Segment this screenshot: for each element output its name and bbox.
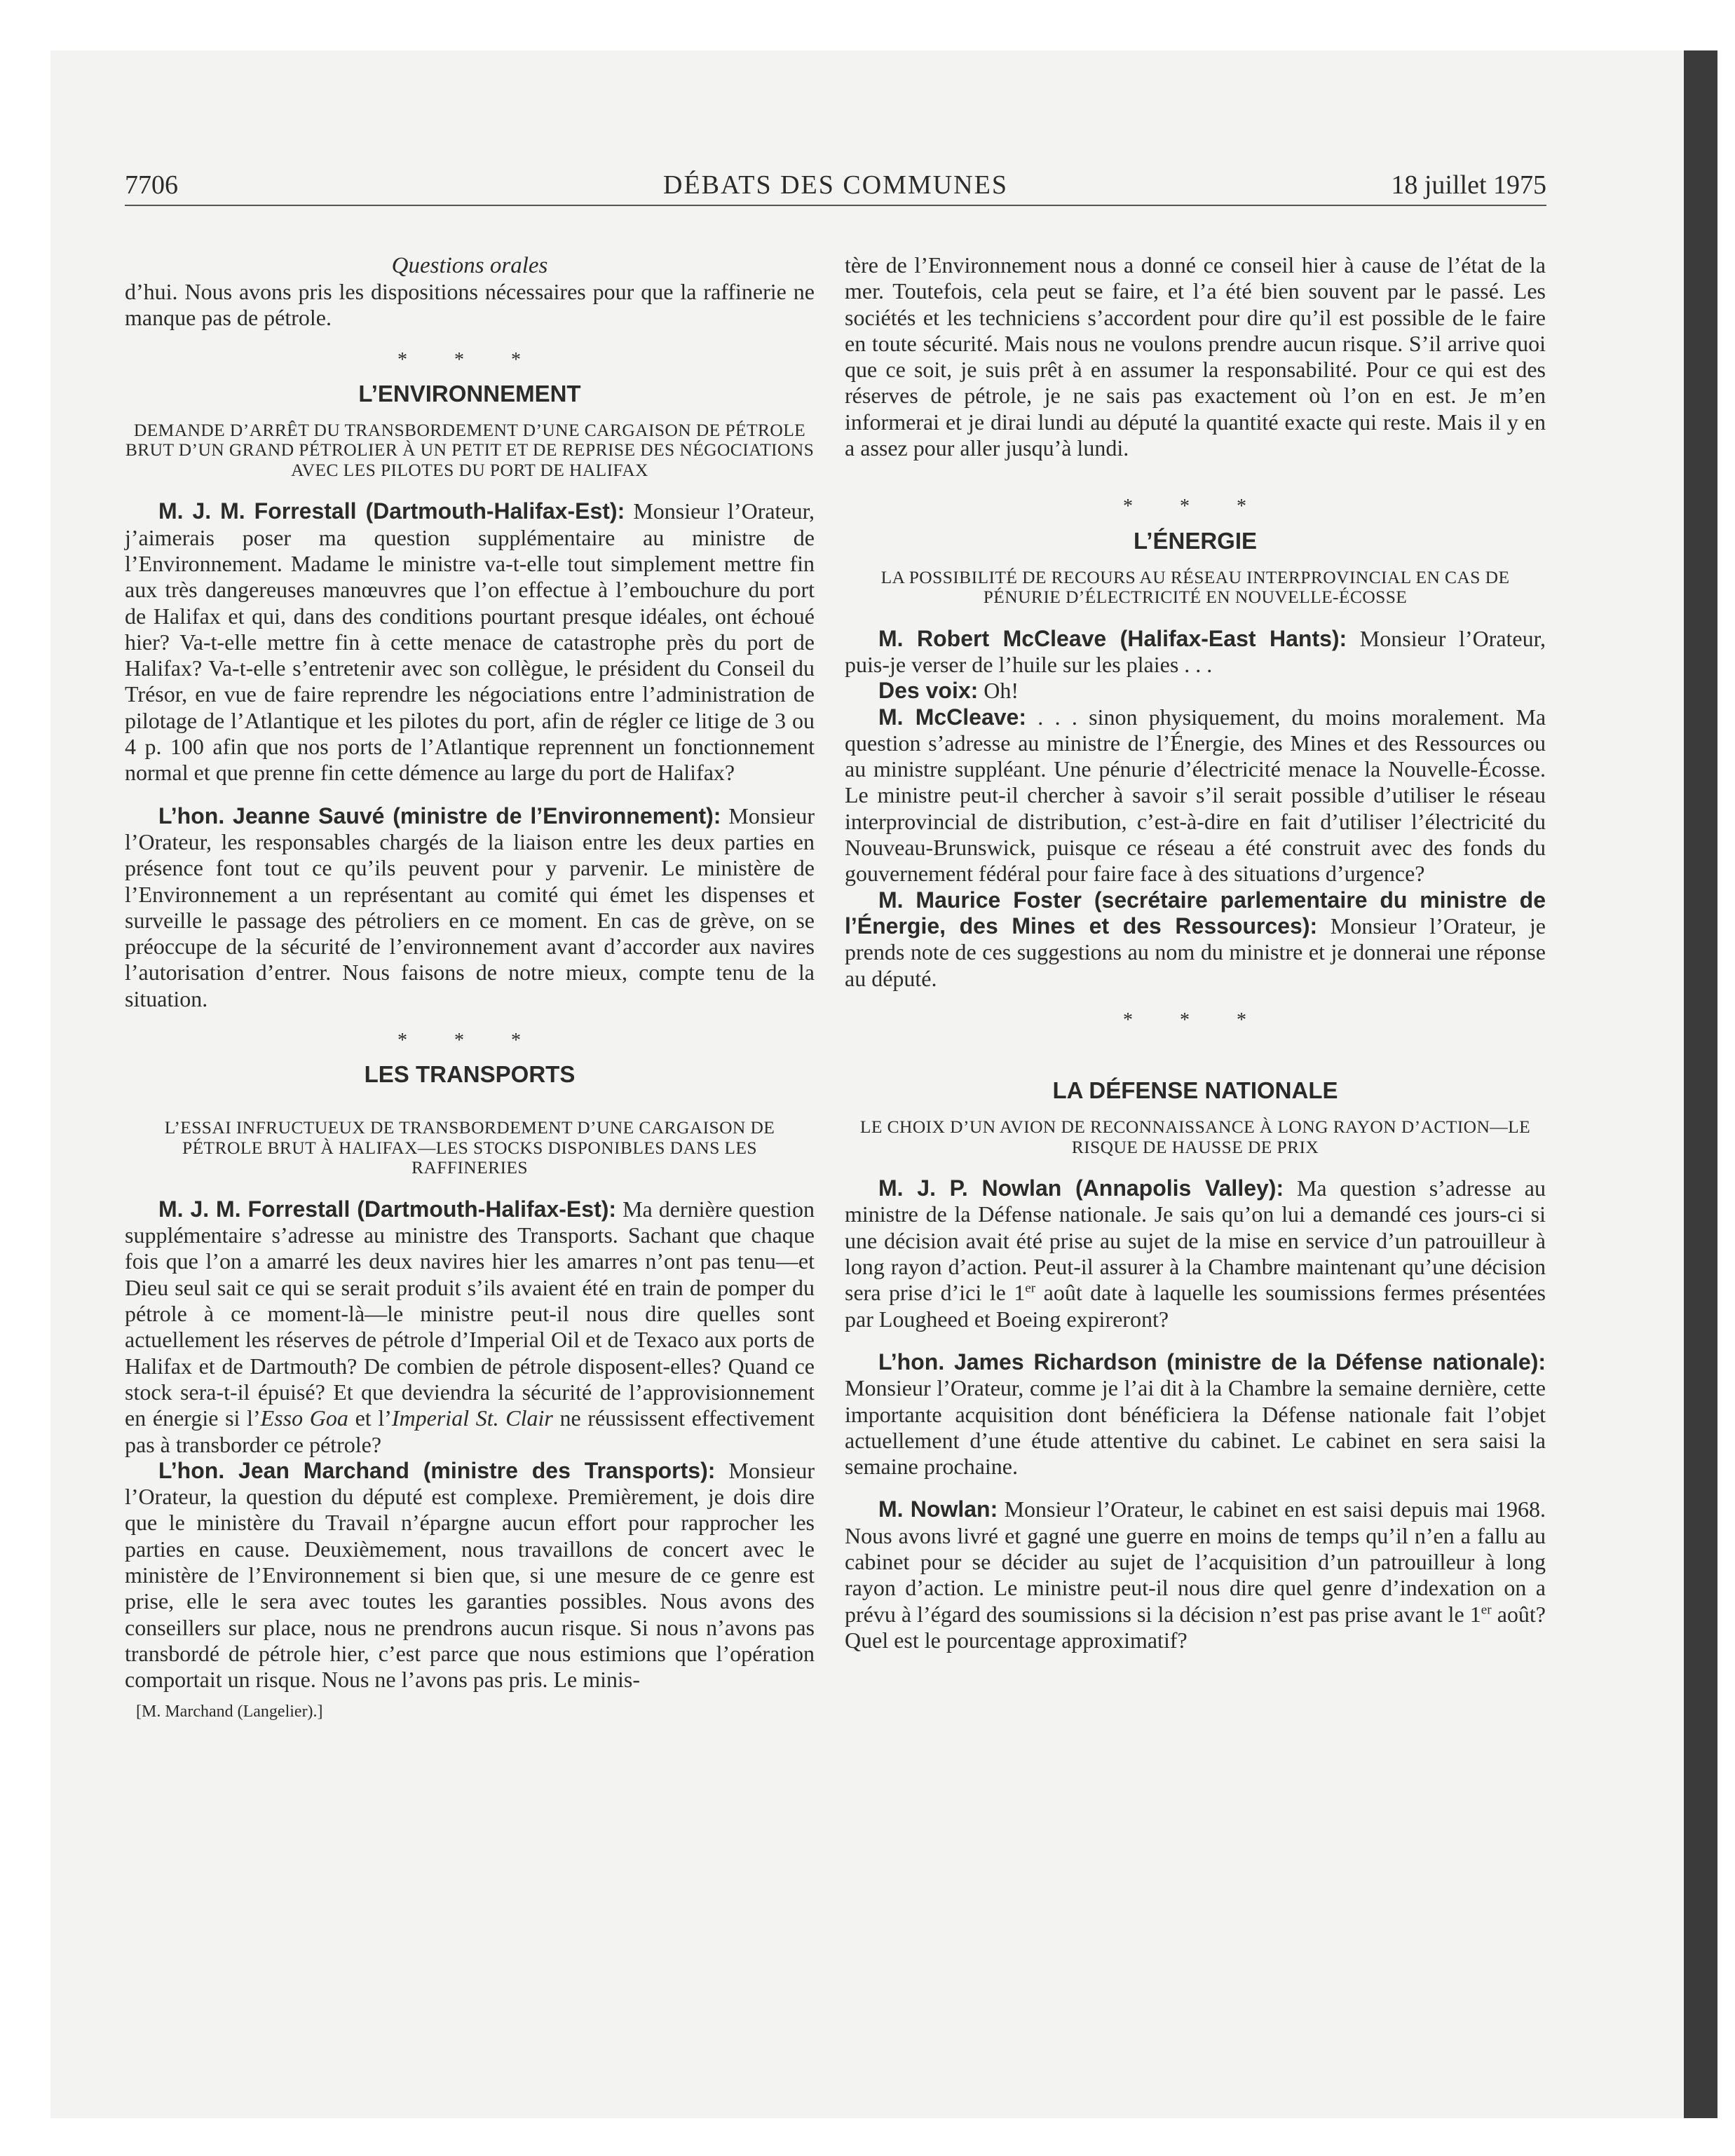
speech-mccleave-2 xyxy=(845,704,1546,887)
speech-text: Ma dernière question supplémentaire s’adresse au ministre des Transports. Sachant que chaque fois que l’on a amarré les deux navires hier les amarres n’ont pas tenu—et Dieu seul sait ce qui se serait produit s’ils avaient été en train de pomper du pétrole à ce moment-là—le ministre peut-il nous dire quelles sont actuellement les réserves de pétrole d’Imperial Oil et de Texaco aux ports de Halifax et de Dartmouth? De combien de pétrole disposent-elles? Quand ce stock sera-t-il épuisé? Et que deviendra la sécurité de l’approvisionnement en énergie si l’ xyxy=(125,1196,815,1431)
speaker-name: M. McCleave: xyxy=(878,704,1027,730)
speaker-name: L’hon. James Richardson (ministre de la Défense nationale): xyxy=(878,1349,1546,1374)
speech-text: . . . sinon physiquement, du moins moralement. Ma question s’adresse au ministre de l’Énergie, des Mines et des Ressources ou au ministre suppléant. Une pénurie d’électricité menace la Nouvelle-Écosse. Le ministre peut-il chercher à savoir s’il serait possible d’utiliser le réseau interprovincial de distribution, c’est-à-dire en fait d’utiliser l’électricité du Nouveau-Brunswick, puisque ce réseau a été construit avec des fonds du gouvernement fédéral pour faire face à des situations d’urgence? xyxy=(845,704,1546,887)
speaker-name: M. Maurice Foster (secrétaire parlementaire du ministre de l’Énergie, des Mines et des Ressources): xyxy=(845,887,1546,939)
speaker-name: Des voix: xyxy=(878,678,979,704)
section-subtitle-energie: LA POSSIBILITÉ DE RECOURS AU RÉSEAU INTERPROVINCIAL EN CAS DE PÉNURIE D’ÉLECTRICITÉ EN NOUVELLE-ÉCOSSE xyxy=(880,566,1510,608)
running-head: Questions orales xyxy=(391,253,548,278)
section-subtitle-transports: L’ESSAI INFRUCTUEUX DE TRANSBORDEMENT D’UNE CARGAISON DE PÉTROLE BRUT À HALIFAX—LES STOCKS DISPONIBLES DANS LES RAFFINERIES xyxy=(164,1117,775,1178)
speaker-name: M. Robert McCleave (Halifax-East Hants): xyxy=(878,625,1347,651)
speech-text: Ma question s’adresse au ministre de la Défense nationale. Je sais qu’on lui a demandé ces jours-ci si une décision avait été prise au sujet de la mise en service d’un patrouilleur à long rayon d’action. Peut-il assurer à la Chambre maintenant qu’une décision sera prise d’ici le 1 xyxy=(845,1175,1546,1306)
ship-name: Imperial St. Clair xyxy=(391,1405,553,1431)
left-opening-paragraph: d’hui. Nous avons pris les dispositions nécessaires pour que la raffinerie ne manque pas de pétrole. xyxy=(125,279,815,331)
speech-forrestall-1 xyxy=(125,498,815,786)
section-separator: * * * xyxy=(397,1030,542,1052)
ship-name: Esso Goa xyxy=(260,1405,348,1431)
journal-title: DÉBATS DES COMMUNES xyxy=(663,170,1008,200)
scan-edge xyxy=(1684,50,1717,2118)
speaker-name: M. J. M. Forrestall (Dartmouth-Halifax-Est): xyxy=(158,1196,617,1222)
speech-text: Monsieur l’Orateur, puis-je verser de l’huile sur les plaies . . . xyxy=(845,625,1546,677)
speech-forrestall-2: M. J. M. Forrestall (Dartmouth-Halifax-Est): Ma dernière question supplémentaire s’adresse au ministre des Transports. Sachant que chaque fois que l’on a amarré les deux navires hier les amarres n’ont pas tenu—et Dieu seul sait ce qui se serait produit s’ils avaient été en train de pomper du pétrole à ce moment-là—le ministre peut-il nous dire quelles sont actuellement les réserves de pétrole d’Imperial Oil et de Texaco aux ports de Halifax et de Dartmouth? De combien de pétrole disposent-elles? Quand ce stock sera-t-il épuisé? Et que deviendra la sécurité de l’approvisionnement en énergie si l’Esso Goa et l’Imperial St. Clair ne réussissent effectivement pas à transborder ce pétrole? xyxy=(125,1196,815,1457)
section-separator: * * * xyxy=(1123,496,1267,518)
speech-text: Monsieur l’Orateur, je prends note de ces suggestions au nom du ministre et je donnerai une réponse au député. xyxy=(845,913,1546,991)
speech-nowlan-2: M. Nowlan: Monsieur l’Orateur, le cabinet en est saisi depuis mai 1968. Nous avons livré et gagné une guerre en moins de temps qu’il n’en a fallu au cabinet pour se décider au sujet de l’acquisition d’un patrouilleur à long rayon d’action. Le ministre peut-il nous dire quel genre d’indexation on a prévu à l’égard des soumissions si la décision n’est pas prise avant le 1er août? Quel est le pourcentage approximatif? xyxy=(845,1496,1546,1653)
page-header xyxy=(125,170,1546,206)
speech-mccleave-1 xyxy=(845,626,1546,678)
page-date: 18 juillet 1975 xyxy=(1391,170,1546,200)
section-separator: * * * xyxy=(397,348,542,371)
speaker-name: M. J. M. Forrestall (Dartmouth-Halifax-Est): xyxy=(158,498,625,524)
speech-marchand xyxy=(125,1458,815,1693)
section-subtitle-defense: LE CHOIX D’UN AVION DE RECONNAISSANCE À LONG RAYON D’ACTION—LE RISQUE DE HAUSSE DE PRIX xyxy=(859,1117,1531,1157)
speaker-name: M. J. P. Nowlan (Annapolis Valley): xyxy=(878,1175,1284,1201)
speech-text: Monsieur l’Orateur, le cabinet en est saisi depuis mai 1968. Nous avons livré et gagné une guerre en moins de temps qu’il n’en a fallu au cabinet pour se décider au sujet de l’acquisition d’un patrouilleur à long rayon d’action. Le ministre peut-il nous dire quel genre d’indexation on a prévu à l’égard des soumissions si la décision n’est pas prise avant le 1 xyxy=(845,1496,1546,1627)
speaker-name: M. Nowlan: xyxy=(878,1496,998,1522)
section-title-defense: LA DÉFENSE NATIONALE xyxy=(1052,1077,1338,1104)
section-title-transports: LES TRANSPORTS xyxy=(364,1061,576,1088)
speaker-footnote: [M. Marchand (Langelier).] xyxy=(136,1703,323,1721)
speech-text: Monsieur l’Orateur, les responsables chargés de la liaison entre les deux parties en présence font tout ce qu’ils peuvent pour y parvenir. Le ministère de l’Environnement a un représentant au comité qui émet les dispenses et surveille le passage des pétroliers en ce moment. En cas de grève, on se préoccupe de la sécurité de l’environnement avant d’accorder aux navires l’autorisation d’entrer. Nous faisons de notre mieux, compte tenu de la situation. xyxy=(125,803,815,1011)
speaker-name: L’hon. Jeanne Sauvé (ministre de l’Environnement): xyxy=(158,803,721,828)
speech-text: Monsieur l’Orateur, j’aimerais poser ma question supplémentaire au ministre de l’Environnement. Madame le ministre va-t-elle tout simplement mettre fin aux très dangereuses manœuvres que l’on effectue à l’embouchure du port de Halifax et qui, dans des conditions pourtant presque idéales, ont échoué hier? Va-t-elle mettre fin à cette menace de catastrophe près du port de Halifax? Va-t-elle s’entretenir avec son collègue, le président du Conseil du Trésor, en vue de faire reprendre les négociations entre l’administration de pilotage de l’Atlantique et les pilotes du port, afin de régler ce litige de 3 ou 4 p. 100 afin que nos ports de l’Atlantique reprennent un fonctionnement normal et que prenne fin cette démence au large du port de Halifax? xyxy=(125,498,815,786)
speech-text: Monsieur l’Orateur, comme je l’ai dit à la Chambre la semaine dernière, cette importante acquisition dont bénéficiera la Défense nationale fait l’objet actuellement d’une étude attentive du cabinet. Le cabinet en sera saisi la semaine prochaine. xyxy=(845,1375,1546,1480)
section-title-energie: L’ÉNERGIE xyxy=(1133,527,1258,554)
speech-richardson xyxy=(845,1349,1546,1480)
speech-foster xyxy=(845,887,1546,992)
left-column xyxy=(125,252,815,1722)
page-number: 7706 xyxy=(125,170,178,200)
section-separator: * * * xyxy=(1123,1009,1267,1031)
section-title-environment: L’ENVIRONNEMENT xyxy=(358,380,581,407)
speech-nowlan-1: M. J. P. Nowlan (Annapolis Valley): Ma question s’adresse au ministre de la Défense nationale. Je sais qu’on lui a demandé ces jours-ci si une décision avait été prise au sujet de la mise en service d’un patrouilleur à long rayon d’action. Peut-il assurer à la Chambre maintenant qu’une décision sera prise d’ici le 1er août date à laquelle les soumissions fermes présentées par Lougheed et Boeing expireront? xyxy=(845,1175,1546,1332)
speech-voices xyxy=(845,678,1546,704)
speaker-name: L’hon. Jean Marchand (ministre des Transports): xyxy=(158,1457,716,1483)
speech-text: Oh! xyxy=(984,678,1019,704)
speech-sauve xyxy=(125,803,815,1012)
right-opening-paragraph: tère de l’Environnement nous a donné ce conseil hier à cause de l’état de la mer. Toutefois, cela peut se faire, et l’a été bien souvent par le passé. Les sociétés et les techniciens s’accordent pour dire qu’il est possible de le faire en toute sécurité. Mais nous ne voulons prendre aucun risque. S’il arrive quoi que ce soit, je suis prêt à en assumer la responsabilité. Pour ce qui est des réserves de pétrole, je ne sais pas exactement où l’on en est. Je m’en informerai et je dirai lundi au député la quantité exacte qui reste. Mais il y en a assez pour aller jusqu’à lundi. xyxy=(845,252,1546,461)
right-column xyxy=(845,252,1546,1653)
speech-text: Monsieur l’Orateur, la question du député est complexe. Premièrement, je dois dire que le ministère du Travail n’épargne aucun effort pour rapprocher les parties en cause. Deuxièmement, nous travaillons de concert avec le ministère de l’Environnement si bien que, si une mesure de ce genre est prise, elle le sera avec toutes les garanties possibles. Nous avons des conseillers sur place, nous ne prendrons aucun risque. Si nous n’avons pas transbordé de pétrole hier, c’est parce que nous estimions que l’opération comportait un risque. Nous ne l’avons pas pris. Le minis- xyxy=(125,1457,815,1693)
section-subtitle-environment: DEMANDE D’ARRÊT DU TRANSBORDEMENT D’UNE CARGAISON DE PÉTROLE BRUT D’UN GRAND PÉTROLIER À UN PETIT ET DE REPRISE DES NÉGOCIATIONS AVEC LES PILOTES DU PORT DE HALIFAX xyxy=(125,419,815,480)
